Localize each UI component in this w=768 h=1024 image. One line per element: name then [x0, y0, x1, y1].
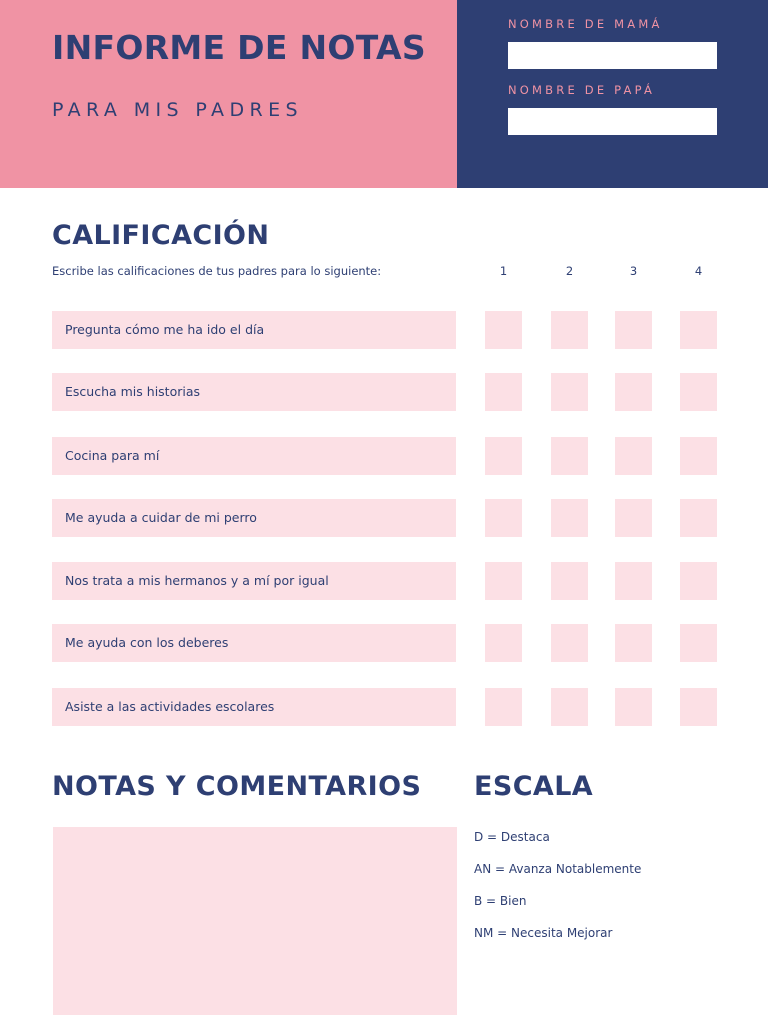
rating-box-4-2[interactable]	[551, 499, 588, 537]
rating-box-7-3[interactable]	[615, 688, 652, 726]
notes-heading: NOTAS Y COMENTARIOS	[52, 771, 422, 802]
rating-item-homework: Me ayuda con los deberes	[52, 624, 456, 662]
scale-item-b: B = Bien	[474, 894, 527, 908]
rating-box-7-4[interactable]	[680, 688, 717, 726]
rating-box-3-1[interactable]	[485, 437, 522, 475]
rating-column-1: 1	[499, 264, 508, 278]
rating-box-2-3[interactable]	[615, 373, 652, 411]
rating-box-3-3[interactable]	[615, 437, 652, 475]
rating-box-1-4[interactable]	[680, 311, 717, 349]
rating-box-5-1[interactable]	[485, 562, 522, 600]
notes-textarea[interactable]	[53, 827, 457, 1015]
rating-column-2: 2	[565, 264, 574, 278]
rating-box-7-2[interactable]	[551, 688, 588, 726]
rating-item-school-activities: Asiste a las actividades escolares	[52, 688, 456, 726]
rating-box-4-1[interactable]	[485, 499, 522, 537]
rating-box-4-3[interactable]	[615, 499, 652, 537]
rating-box-1-3[interactable]	[615, 311, 652, 349]
rating-box-5-2[interactable]	[551, 562, 588, 600]
scale-item-an: AN = Avanza Notablemente	[474, 862, 642, 876]
rating-instructions: Escribe las calificaciones de tus padres para lo siguiente:	[52, 264, 382, 278]
rating-item-listen-stories: Escucha mis historias	[52, 373, 456, 411]
rating-box-6-1[interactable]	[485, 624, 522, 662]
rating-box-5-3[interactable]	[615, 562, 652, 600]
rating-box-1-2[interactable]	[551, 311, 588, 349]
rating-item-siblings: Nos trata a mis hermanos y a mí por igual	[52, 562, 456, 600]
rating-box-2-2[interactable]	[551, 373, 588, 411]
rating-box-6-2[interactable]	[551, 624, 588, 662]
mom-name-field[interactable]	[508, 42, 717, 69]
page-title: INFORME DE NOTAS	[52, 28, 426, 67]
rating-box-7-1[interactable]	[485, 688, 522, 726]
rating-heading: CALIFICACIÓN	[52, 220, 270, 251]
rating-item-cook: Cocina para mí	[52, 437, 456, 475]
rating-column-3: 3	[629, 264, 638, 278]
page-subtitle: PARA MIS PADRES	[52, 99, 303, 121]
rating-box-6-3[interactable]	[615, 624, 652, 662]
rating-box-4-4[interactable]	[680, 499, 717, 537]
rating-item-ask-day: Pregunta cómo me ha ido el día	[52, 311, 456, 349]
scale-item-nm: NM = Necesita Mejorar	[474, 926, 613, 940]
rating-box-2-1[interactable]	[485, 373, 522, 411]
mom-name-label: NOMBRE DE MAMÁ	[508, 17, 663, 31]
rating-box-3-4[interactable]	[680, 437, 717, 475]
rating-box-2-4[interactable]	[680, 373, 717, 411]
rating-column-4: 4	[694, 264, 703, 278]
rating-box-5-4[interactable]	[680, 562, 717, 600]
scale-item-d: D = Destaca	[474, 830, 550, 844]
scale-heading: ESCALA	[474, 771, 594, 802]
rating-item-dog: Me ayuda a cuidar de mi perro	[52, 499, 456, 537]
dad-name-label: NOMBRE DE PAPÁ	[508, 83, 656, 97]
rating-box-1-1[interactable]	[485, 311, 522, 349]
rating-box-3-2[interactable]	[551, 437, 588, 475]
dad-name-field[interactable]	[508, 108, 717, 135]
rating-box-6-4[interactable]	[680, 624, 717, 662]
